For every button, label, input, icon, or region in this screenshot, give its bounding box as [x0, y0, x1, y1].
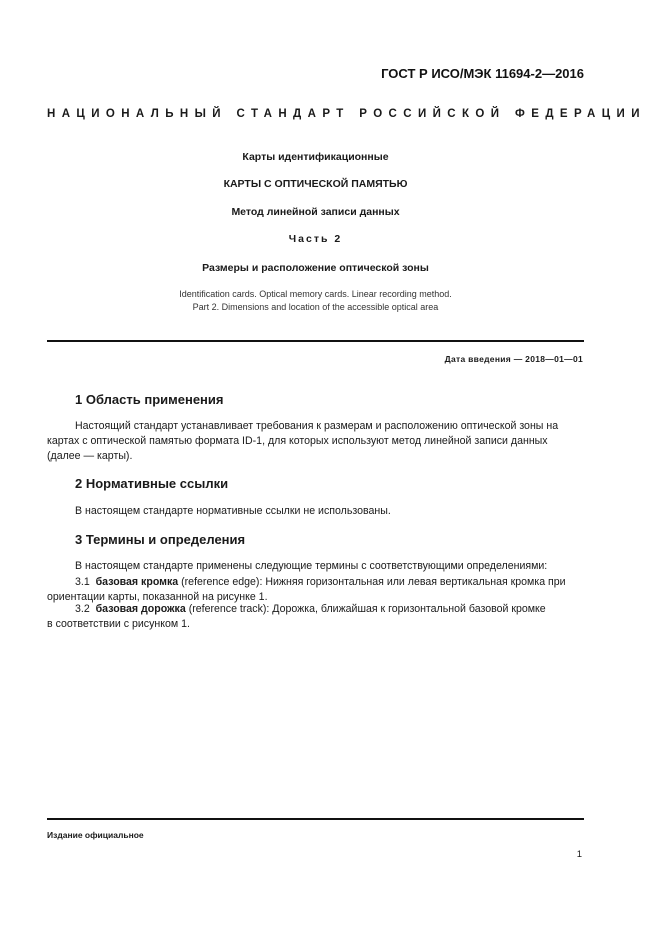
title-subtitle: Размеры и расположение оптической зоны [202, 262, 429, 274]
section-2-heading: 2 Нормативные ссылки [75, 476, 229, 491]
definition-3-1-text: (reference edge): Нижняя горизонтальная или левая вертикальная кромка при [178, 576, 566, 588]
section-1-heading: 1 Область применения [75, 392, 224, 407]
definition-3-1-term: базовая кромка [95, 576, 179, 588]
section-1-line-1: Настоящий стандарт устанавливает требования к размерам и расположению оптической зоны на [75, 420, 559, 432]
definition-3-2-number: 3.2 [75, 603, 90, 615]
definition-3-2 [75, 603, 546, 615]
section-3-heading: 3 Термины и определения [75, 532, 246, 547]
definition-3-2-term: базовая дорожка [95, 603, 186, 615]
top-divider [47, 340, 584, 342]
definition-3-1-line-2: ориентации карты, показанной на рисунке 1. [47, 591, 268, 603]
english-title-1: Identification cards. Optical memory cards. Linear recording method. [179, 289, 452, 299]
definition-3-2-line-2: в соответствии с рисунком 1. [47, 618, 190, 630]
section-2-text: В настоящем стандарте нормативные ссылки не использованы. [75, 505, 391, 517]
page-number: 1 [576, 849, 582, 860]
english-title-2: Part 2. Dimensions and location of the accessible optical area [192, 302, 439, 312]
definition-3-1 [75, 576, 566, 588]
introduction-date: Дата введения — 2018—01—01 [444, 354, 583, 364]
definition-3-1-number: 3.1 [75, 576, 90, 588]
national-standard-banner: НАЦИОНАЛЬНЫЙ СТАНДАРТ РОССИЙСКОЙ ФЕДЕРАЦИИ [47, 108, 646, 120]
title-line-3: Метод линейной записи данных [231, 206, 400, 218]
section-1-line-2: картах с оптической памятью формата ID-1, для которых используют метод линейной записи данных [47, 435, 548, 447]
definition-3-2-text: (reference track): Дорожка, ближайшая к горизонтальной базовой кромке [185, 603, 546, 615]
title-line-2: КАРТЫ С ОПТИЧЕСКОЙ ПАМЯТЬЮ [223, 178, 408, 190]
title-line-1: Карты идентификационные [242, 151, 389, 163]
edition-note: Издание официальное [47, 830, 144, 840]
document-code: ГОСТ Р ИСО/МЭК 11694-2—2016 [381, 66, 584, 81]
bottom-divider [47, 818, 584, 820]
title-part: Часть 2 [288, 233, 343, 245]
section-1-line-3: (далее — карты). [47, 450, 133, 462]
section-3-intro: В настоящем стандарте применены следующие термины с соответствующими определениями: [75, 560, 548, 572]
